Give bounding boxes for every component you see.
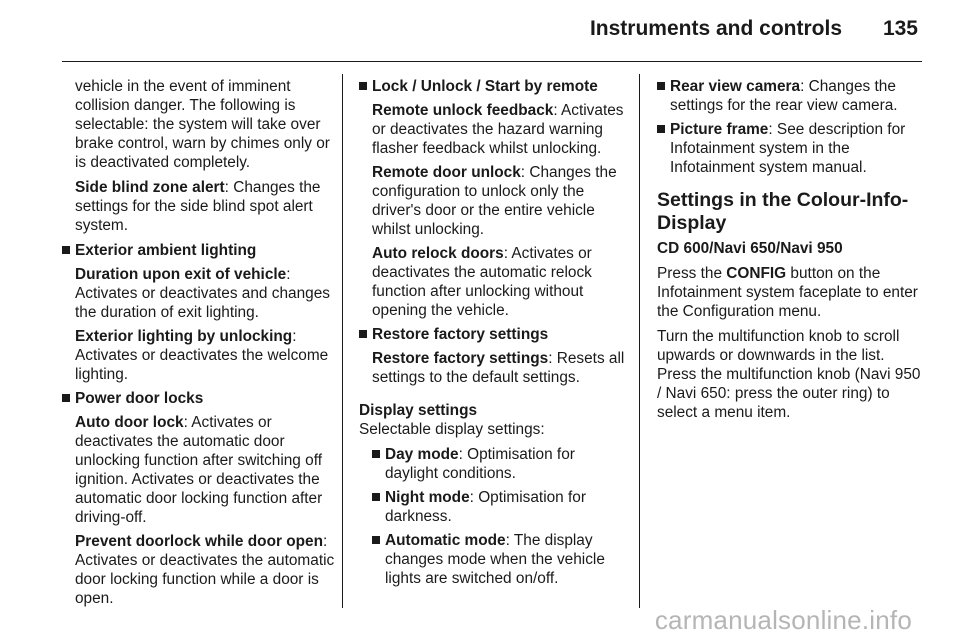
lighting-unlocking-entry [75, 327, 336, 384]
duration-exit-text: : Activates or deactivates and changes the duration of exit lighting. [75, 266, 330, 321]
prevent-doorlock-term: Prevent doorlock while door open [75, 533, 323, 550]
day-mode-term: Day mode [385, 446, 459, 463]
press-config-paragraph [657, 264, 925, 321]
remote-door-unlock-term: Remote door unlock [372, 164, 521, 181]
bullet-rear-view-camera [657, 77, 925, 115]
header-divider [62, 61, 922, 62]
bullet-night-mode [372, 488, 631, 526]
press-config-pre: Press the [657, 265, 727, 282]
duration-exit-term: Duration upon exit of vehicle [75, 266, 287, 283]
bullet-day-mode [372, 445, 631, 483]
bullet-power-door-locks [62, 389, 336, 608]
auto-door-lock-entry [75, 413, 336, 527]
restore-factory-entry [372, 349, 631, 387]
exterior-ambient-heading: Exterior ambient lighting [75, 242, 257, 259]
automatic-mode-term: Automatic mode [385, 532, 506, 549]
auto-relock-text: : Activates or deactivates the automatic relock function after unlocking without opening the vehicle. [372, 245, 592, 319]
page-number: 135 [882, 17, 918, 40]
duration-exit-entry [75, 265, 336, 322]
bullet-automatic-mode [372, 531, 631, 588]
column-1 [62, 77, 336, 613]
auto-relock-entry [372, 244, 631, 320]
turn-knob-paragraph: Turn the multifunction knob to scroll upwards or downwards in the list. Press the multifunction knob (Navi 950 / Navi 650: press the outer ring) to select a menu item. [657, 328, 921, 421]
bullet-square-icon [359, 82, 367, 90]
restore-factory-text: : Resets all settings to the default settings. [372, 350, 625, 386]
lock-unlock-heading: Lock / Unlock / Start by remote [372, 78, 598, 95]
bullet-square-icon [657, 125, 665, 133]
column-3 [657, 77, 925, 428]
remote-feedback-text: : Activates or deactivates the hazard warning flasher feedback whilst unlocking. [372, 102, 624, 157]
side-blind-zone-text: : Changes the settings for the side blind spot alert system. [75, 179, 321, 234]
models-subheading: CD 600/Navi 650/Navi 950 [657, 240, 843, 257]
colour-info-display-heading: Settings in the Colour-Info-Display [657, 189, 909, 234]
bullet-lock-unlock-start [359, 77, 631, 320]
picture-frame-text: : See description for Infotainment system in the Infotainment system manual. [670, 121, 906, 176]
remote-feedback-entry [372, 101, 631, 158]
bullet-square-icon [657, 82, 665, 90]
automatic-mode-text: : The display changes mode when the vehicle lights are switched on/off. [385, 532, 605, 587]
restore-factory-term: Restore factory settings [372, 350, 549, 367]
bullet-square-icon [372, 450, 380, 458]
bullet-square-icon [62, 246, 70, 254]
side-blind-zone-entry [62, 178, 336, 235]
remote-door-unlock-text: : Changes the configuration to unlock only the driver's door or the entire vehicle whilst unlocking. [372, 164, 617, 238]
remote-feedback-term: Remote unlock feedback [372, 102, 554, 119]
bullet-square-icon [359, 330, 367, 338]
power-door-locks-heading: Power door locks [75, 390, 204, 407]
day-mode-text: : Optimisation for daylight conditions. [385, 446, 575, 482]
bullet-square-icon [62, 394, 70, 402]
auto-door-lock-term: Auto door lock [75, 414, 184, 431]
site-watermark: carmanualsonline.info [654, 605, 912, 635]
prevent-doorlock-entry [75, 532, 336, 608]
lighting-unlocking-text: : Activates or deactivates the welcome lighting. [75, 328, 329, 383]
column-2 [359, 77, 631, 593]
night-mode-term: Night mode [385, 489, 470, 506]
column-divider-right [639, 74, 640, 608]
column-divider-left [342, 74, 343, 608]
lighting-unlocking-term: Exterior lighting by unlocking [75, 328, 293, 345]
picture-frame-term: Picture frame [670, 121, 769, 138]
bullet-square-icon [372, 536, 380, 544]
rear-view-camera-text: : Changes the settings for the rear view camera. [670, 78, 898, 114]
bullet-exterior-ambient [62, 241, 336, 384]
night-mode-text: : Optimisation for darkness. [385, 489, 586, 525]
display-settings-intro: Selectable display settings: [359, 421, 545, 438]
restore-factory-heading: Restore factory settings [372, 326, 549, 343]
prevent-doorlock-text: : Activates or deactivates the automatic door locking function while a door is open. [75, 533, 335, 607]
bullet-picture-frame [657, 120, 925, 177]
side-blind-zone-term: Side blind zone alert [75, 179, 225, 196]
auto-relock-term: Auto relock doors [372, 245, 504, 262]
rear-view-camera-term: Rear view camera [670, 78, 801, 95]
display-settings-heading: Display settings [359, 402, 478, 419]
config-button-term: CONFIG [726, 265, 787, 282]
page-header-title: Instruments and controls [589, 17, 842, 40]
bullet-square-icon [372, 493, 380, 501]
press-config-post: button on the Infotainment system faceplate to enter the Configuration menu. [657, 265, 918, 320]
remote-door-unlock-entry [372, 163, 631, 239]
collision-intro: vehicle in the event of imminent collision danger. The following is selectable: the system will take over brake control, warn by chimes only or is deactivated completely. [75, 78, 330, 171]
auto-door-lock-text: : Activates or deactivates the automatic door unlocking function after switching off ignition. Activates or deactivates the automatic door locking function after driving-off. [75, 414, 323, 526]
bullet-restore-factory [359, 325, 631, 387]
